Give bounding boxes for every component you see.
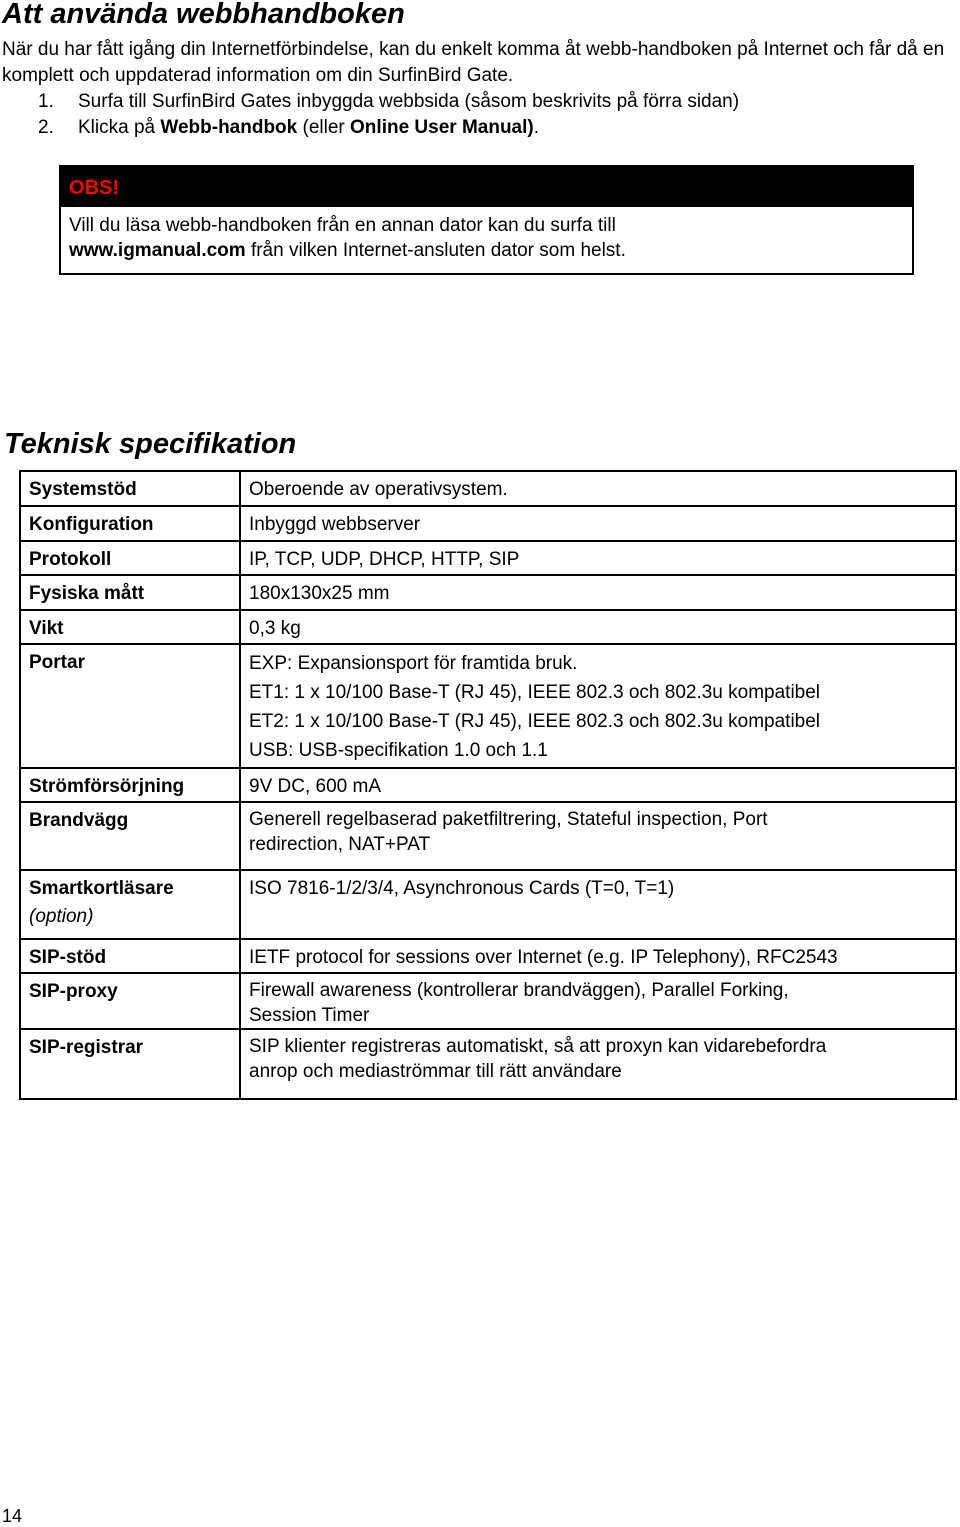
- spec-value-line: EXP: Expansionsport för framtida bruk.: [249, 653, 578, 674]
- note-box: [59, 165, 914, 275]
- step-1: [38, 89, 739, 115]
- spec-value: 180x130x25 mm: [240, 575, 956, 610]
- note-label: OBS!: [61, 167, 912, 207]
- note-url: www.igmanual.com: [69, 240, 246, 261]
- table-row: [20, 541, 956, 575]
- step-2: [38, 115, 739, 141]
- spec-value: 9V DC, 600 mA: [240, 768, 956, 802]
- spec-key-label: Smartkortläsare: [29, 878, 174, 899]
- spec-value-line: SIP klienter registreras automatiskt, så att proxyn kan vidarebefordra: [249, 1036, 827, 1057]
- step-text-post: .: [533, 117, 540, 138]
- spec-value: [240, 802, 956, 870]
- table-row: [20, 973, 956, 1029]
- spec-key: Portar: [20, 644, 240, 768]
- spec-value-line: Generell regelbaserad paketfiltrering, Stateful inspection, Port: [249, 809, 768, 830]
- spec-key: Fysiska mått: [20, 575, 240, 610]
- note-body: [61, 207, 912, 263]
- spec-key-note: (option): [29, 906, 94, 927]
- step-text: Surfa till SurfinBird Gates inbyggda webbsida (såsom beskrivits på förra sidan): [78, 91, 740, 112]
- table-row: [20, 610, 956, 644]
- table-row: [20, 1029, 956, 1099]
- table-row: [20, 506, 956, 541]
- spec-value: 0,3 kg: [240, 610, 956, 644]
- spec-value-line: Session Timer: [249, 1005, 370, 1026]
- spec-value-line: redirection, NAT+PAT: [249, 834, 431, 855]
- spec-key: SIP-registrar: [20, 1029, 240, 1099]
- spec-value: ISO 7816-1/2/3/4, Asynchronous Cards (T=0, T=1): [240, 870, 956, 939]
- spec-value: Oberoende av operativsystem.: [240, 471, 956, 506]
- page-number: 14: [2, 1506, 23, 1526]
- section-title-webbhandbok: Att använda webbhandboken: [2, 0, 405, 30]
- spec-value: [240, 973, 956, 1029]
- spec-value: Inbyggd webbserver: [240, 506, 956, 541]
- spec-value-line: ET1: 1 x 10/100 Base-T (RJ 45), IEEE 802.3 och 802.3u kompatibel: [249, 682, 821, 703]
- spec-value-line: anrop och mediaströmmar till rätt användare: [249, 1061, 622, 1082]
- table-row: [20, 471, 956, 506]
- spec-key: SIP-stöd: [20, 939, 240, 973]
- table-row: [20, 575, 956, 610]
- intro-paragraph: När du har fått igång din Internetförbindelse, kan du enkelt komma åt webb-handboken på Internet och får då en komplett och uppdaterad information om din SurfinBird Gate.: [2, 39, 945, 86]
- spec-value: [240, 1029, 956, 1099]
- table-row: [20, 939, 956, 973]
- spec-value: IP, TCP, UDP, DHCP, HTTP, SIP: [240, 541, 956, 575]
- steps-list: [38, 89, 739, 141]
- spec-key: Strömförsörjning: [20, 768, 240, 802]
- step-bold-webb-handbok: Webb-handbok: [160, 117, 298, 138]
- step-number: 1.: [38, 91, 54, 112]
- note-line-2: [69, 238, 904, 263]
- step-text-pre: Klicka på: [78, 117, 161, 138]
- spec-key: Protokoll: [20, 541, 240, 575]
- spec-key: [20, 870, 240, 939]
- spec-key: Systemstöd: [20, 471, 240, 506]
- spec-value-line: USB: USB-specifikation 1.0 och 1.1: [249, 740, 548, 761]
- table-row: [20, 644, 956, 768]
- spec-value: [240, 644, 956, 768]
- spec-key: Vikt: [20, 610, 240, 644]
- spec-value: IETF protocol for sessions over Internet (e.g. IP Telephony), RFC2543: [240, 939, 956, 973]
- step-bold-online-manual: Online User Manual): [350, 117, 534, 138]
- table-row: [20, 768, 956, 802]
- spec-table: [19, 470, 957, 1100]
- note-line-1: Vill du läsa webb-handboken från en annan dator kan du surfa till: [69, 215, 616, 236]
- spec-key: SIP-proxy: [20, 973, 240, 1029]
- step-text-mid: (eller: [297, 117, 351, 138]
- spec-key: Brandvägg: [20, 802, 240, 870]
- table-row: [20, 870, 956, 939]
- note-line-2-rest: från vilken Internet-ansluten dator som helst.: [245, 240, 626, 261]
- step-number: 2.: [38, 117, 54, 138]
- spec-value-line: Firewall awareness (kontrollerar brandväggen), Parallel Forking,: [249, 980, 789, 1001]
- table-row: [20, 802, 956, 870]
- spec-value-line: ET2: 1 x 10/100 Base-T (RJ 45), IEEE 802.3 och 802.3u kompatibel: [249, 711, 821, 732]
- spec-key: Konfiguration: [20, 506, 240, 541]
- section-title-specifikation: Teknisk specifikation: [4, 428, 297, 460]
